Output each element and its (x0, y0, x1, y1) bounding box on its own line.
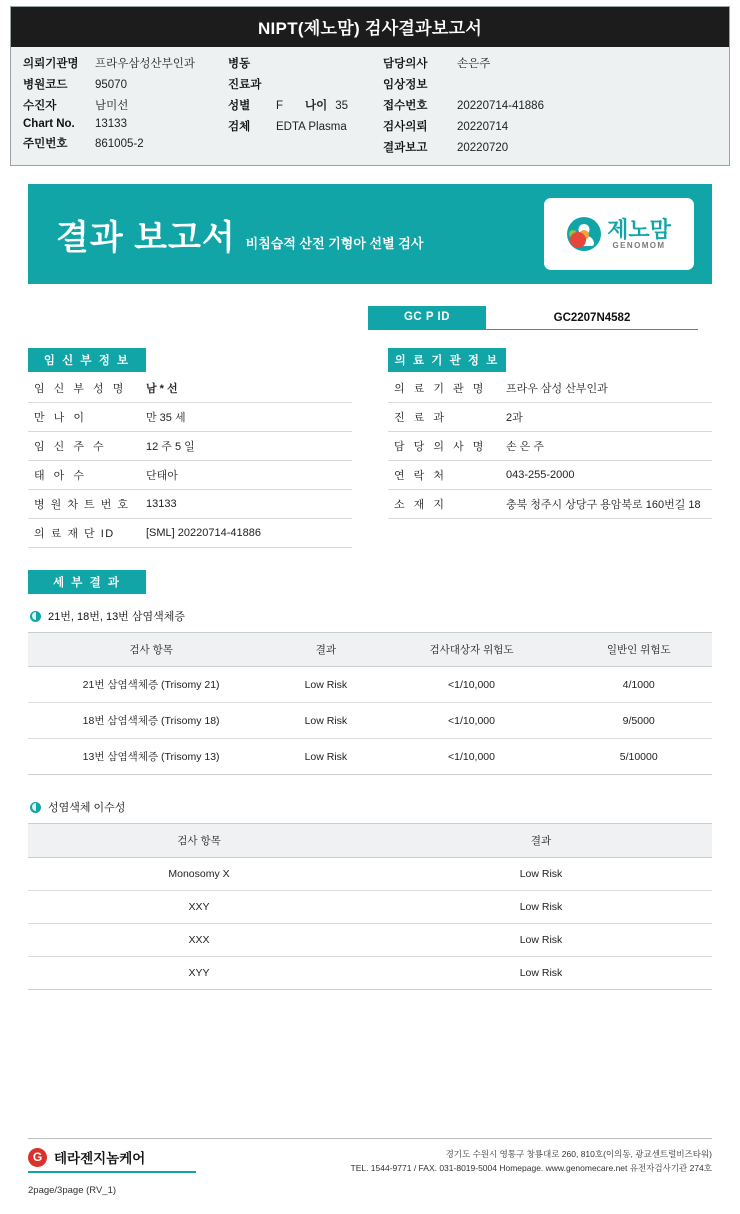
pregnant-info-table (28, 374, 352, 548)
cell-subject-risk: <1/10,000 (378, 667, 566, 703)
row-key: 소 재 지 (394, 499, 447, 511)
header-value: 13133 (95, 118, 127, 130)
header-label: 결과보고 (383, 142, 428, 154)
company-logo (28, 1147, 196, 1167)
row-key: 병 원 차 트 번 호 (34, 499, 130, 511)
table-row (28, 957, 712, 990)
cell-result: Low Risk (370, 924, 712, 957)
row-key: 의 료 기 관 명 (394, 383, 487, 395)
row-key: 만 나 이 (34, 412, 87, 424)
cell-result: Low Risk (274, 739, 377, 775)
row-key: 태 아 수 (34, 470, 87, 482)
header-field-report-date (383, 139, 613, 155)
header-field-request-date (383, 118, 613, 134)
column-header: 결과 (274, 633, 377, 667)
table-row (28, 519, 352, 548)
header-fields (11, 47, 729, 165)
address-line-1: 경기도 수원시 영통구 창룡대로 260, 810호(이의동, 광교센트럴비즈타워) (445, 1149, 712, 1159)
header-label: 접수번호 (383, 100, 428, 112)
row-value: 12 주 5 일 (146, 441, 195, 453)
table-row (388, 374, 712, 403)
header-value-age: 35 (335, 100, 349, 112)
header-column-1 (23, 55, 228, 155)
report-content (0, 306, 740, 990)
header-label-age: 나이 (305, 100, 328, 112)
table-row (388, 490, 712, 519)
header-field-hospital-code (23, 76, 228, 92)
sex-chromosome-results-table (28, 823, 712, 990)
header-value: 손은주 (457, 58, 491, 70)
row-value: 만 35 세 (146, 412, 186, 424)
row-key: 담 당 의 사 명 (394, 441, 487, 453)
header-value: 20220720 (457, 142, 509, 154)
header-field-doctor (383, 55, 613, 71)
header-label: Chart No. (23, 118, 75, 130)
header-label: 병동 (228, 58, 251, 70)
cell-test-name: XXX (28, 924, 370, 957)
row-key: 연 락 처 (394, 470, 447, 482)
header-field-clinical-info (383, 76, 613, 92)
row-key: 임 신 부 성 명 (34, 383, 127, 395)
header-label: 담당의사 (383, 58, 428, 70)
cell-result: Low Risk (274, 667, 377, 703)
row-value: 13133 (146, 498, 177, 510)
cell-test-name: XYY (28, 957, 370, 990)
company-mark-icon: G (28, 1148, 47, 1167)
header-field-resident-no (23, 135, 228, 151)
hospital-info-table (388, 374, 712, 519)
row-value: 2과 (506, 412, 523, 424)
header-label: 의뢰기관명 (23, 58, 79, 70)
company-name: 테라젠지놈케어 (54, 1151, 146, 1166)
table-row (28, 490, 352, 519)
table-row (28, 374, 352, 403)
document-footer (28, 1138, 712, 1196)
header-field-chart-no (23, 118, 228, 130)
genomom-logo (544, 198, 694, 270)
header-value: EDTA Plasma (276, 121, 347, 133)
report-banner (28, 184, 712, 284)
row-key: 의 료 재 단 ID (34, 528, 115, 540)
detail-results-chip: 세 부 결 과 (28, 570, 146, 594)
header-value: F (276, 100, 284, 112)
header-field-accession-no (383, 97, 613, 113)
header-field-institution (23, 55, 228, 71)
header-label: 임상정보 (383, 79, 428, 91)
banner-title: 결과 보고서 (56, 218, 236, 257)
cell-general-risk: 4/1000 (565, 667, 712, 703)
table-row (28, 924, 712, 957)
gcp-id-row (368, 306, 698, 330)
header-value: 20220714-41886 (457, 100, 544, 112)
table-row (388, 432, 712, 461)
brand-underline (28, 1171, 196, 1173)
logo-text (607, 218, 671, 250)
pregnant-info-section (28, 348, 352, 548)
table-row (28, 403, 352, 432)
cell-result: Low Risk (370, 891, 712, 924)
company-address (351, 1147, 713, 1176)
table-row (28, 703, 712, 739)
report-title: NIPT(제노맘) 검사결과보고서 (11, 7, 729, 47)
table-row (388, 461, 712, 490)
footer-main (28, 1139, 712, 1196)
header-column-3 (383, 55, 613, 155)
row-value: 단태아 (146, 470, 178, 482)
header-value: 861005-2 (95, 138, 144, 150)
cell-test-name: XXY (28, 891, 370, 924)
header-column-2 (228, 55, 383, 155)
detail-section2-title-row (30, 799, 712, 815)
cell-test-name: 13번 삼염색체증 (Trisomy 13) (28, 739, 274, 775)
header-field-patient (23, 97, 228, 113)
page-number: 2page/3page (RV_1) (28, 1185, 117, 1196)
header-value: 95070 (95, 79, 127, 91)
row-value: 프라우 삼성 산부인과 (506, 383, 608, 395)
cell-general-risk: 9/5000 (565, 703, 712, 739)
hospital-info-chip: 의 료 기 관 정 보 (388, 348, 506, 372)
header-label: 진료과 (228, 79, 262, 91)
cell-result: Low Risk (370, 858, 712, 891)
column-header: 검사대상자 위험도 (378, 633, 566, 667)
cell-subject-risk: <1/10,000 (378, 739, 566, 775)
column-header: 결과 (370, 824, 712, 858)
row-value: 043-255-2000 (506, 469, 575, 481)
header-field-department (228, 76, 383, 92)
logo-english-name: GENOMOM (612, 241, 666, 251)
bullet-icon (30, 802, 41, 813)
hospital-info-section (388, 348, 712, 548)
row-key: 진 료 과 (394, 412, 447, 424)
row-value: [SML] 20220714-41886 (146, 527, 261, 539)
header-label: 주민번호 (23, 138, 68, 150)
table-row (388, 403, 712, 432)
header-field-sex-age (228, 97, 383, 113)
header-label: 검체 (228, 121, 251, 133)
address-line-2: TEL. 1544-9771 / FAX. 031-8019-5004 Homepage. www.genomecare.net 유전자검사기관 274호 (350, 1163, 712, 1174)
detail-section2-title: 성염색체 이수성 (48, 802, 126, 814)
header-value: 프라우삼성산부인과 (95, 58, 195, 70)
cell-test-name: 21번 삼염색체증 (Trisomy 21) (28, 667, 274, 703)
detail-section1-title: 21번, 18번, 13번 삼염색체증 (48, 611, 185, 623)
flower-icon (570, 232, 586, 248)
cell-result: Low Risk (370, 957, 712, 990)
row-value: 남 * 선 (146, 383, 178, 395)
trisomy-results-table (28, 632, 712, 775)
cell-test-name: 18번 삼염색체증 (Trisomy 18) (28, 703, 274, 739)
cell-test-name: Monosomy X (28, 858, 370, 891)
document-header (10, 6, 730, 166)
header-label: 검사의뢰 (383, 121, 428, 133)
header-label: 수진자 (23, 100, 57, 112)
gcp-id-value: GC2207N4582 (486, 306, 698, 330)
row-value: 충북 청주시 상당구 용암북로 160번길 18 (506, 499, 701, 511)
cell-result: Low Risk (274, 703, 377, 739)
header-label: 성별 (228, 100, 251, 112)
header-field-ward (228, 55, 383, 71)
header-value: 20220714 (457, 121, 509, 133)
row-key: 임 신 주 수 (34, 441, 107, 453)
table-header-row (28, 633, 712, 667)
banner-subtitle: 비침습적 산전 기형아 선별 검사 (245, 235, 424, 251)
detail-section1-title-row (30, 608, 712, 624)
header-field-specimen (228, 118, 383, 134)
column-header: 검사 항목 (28, 633, 274, 667)
pregnant-info-chip: 임 신 부 정 보 (28, 348, 146, 372)
table-header-row (28, 824, 712, 858)
bullet-icon (30, 611, 41, 622)
table-row (28, 461, 352, 490)
table-row (28, 891, 712, 924)
column-header: 검사 항목 (28, 824, 370, 858)
table-row (28, 667, 712, 703)
cell-general-risk: 5/10000 (565, 739, 712, 775)
gcp-id-label: GC P ID (368, 306, 486, 330)
header-value: 남미선 (95, 100, 129, 112)
table-row (28, 739, 712, 775)
header-label: 병원코드 (23, 79, 68, 91)
logo-korean-name: 제노맘 (607, 216, 671, 242)
footer-brand-block (28, 1147, 196, 1196)
info-columns (28, 348, 712, 548)
table-row (28, 432, 352, 461)
table-row (28, 858, 712, 891)
column-header: 일반인 위험도 (565, 633, 712, 667)
row-value: 손 은 주 (506, 441, 544, 453)
cell-subject-risk: <1/10,000 (378, 703, 566, 739)
